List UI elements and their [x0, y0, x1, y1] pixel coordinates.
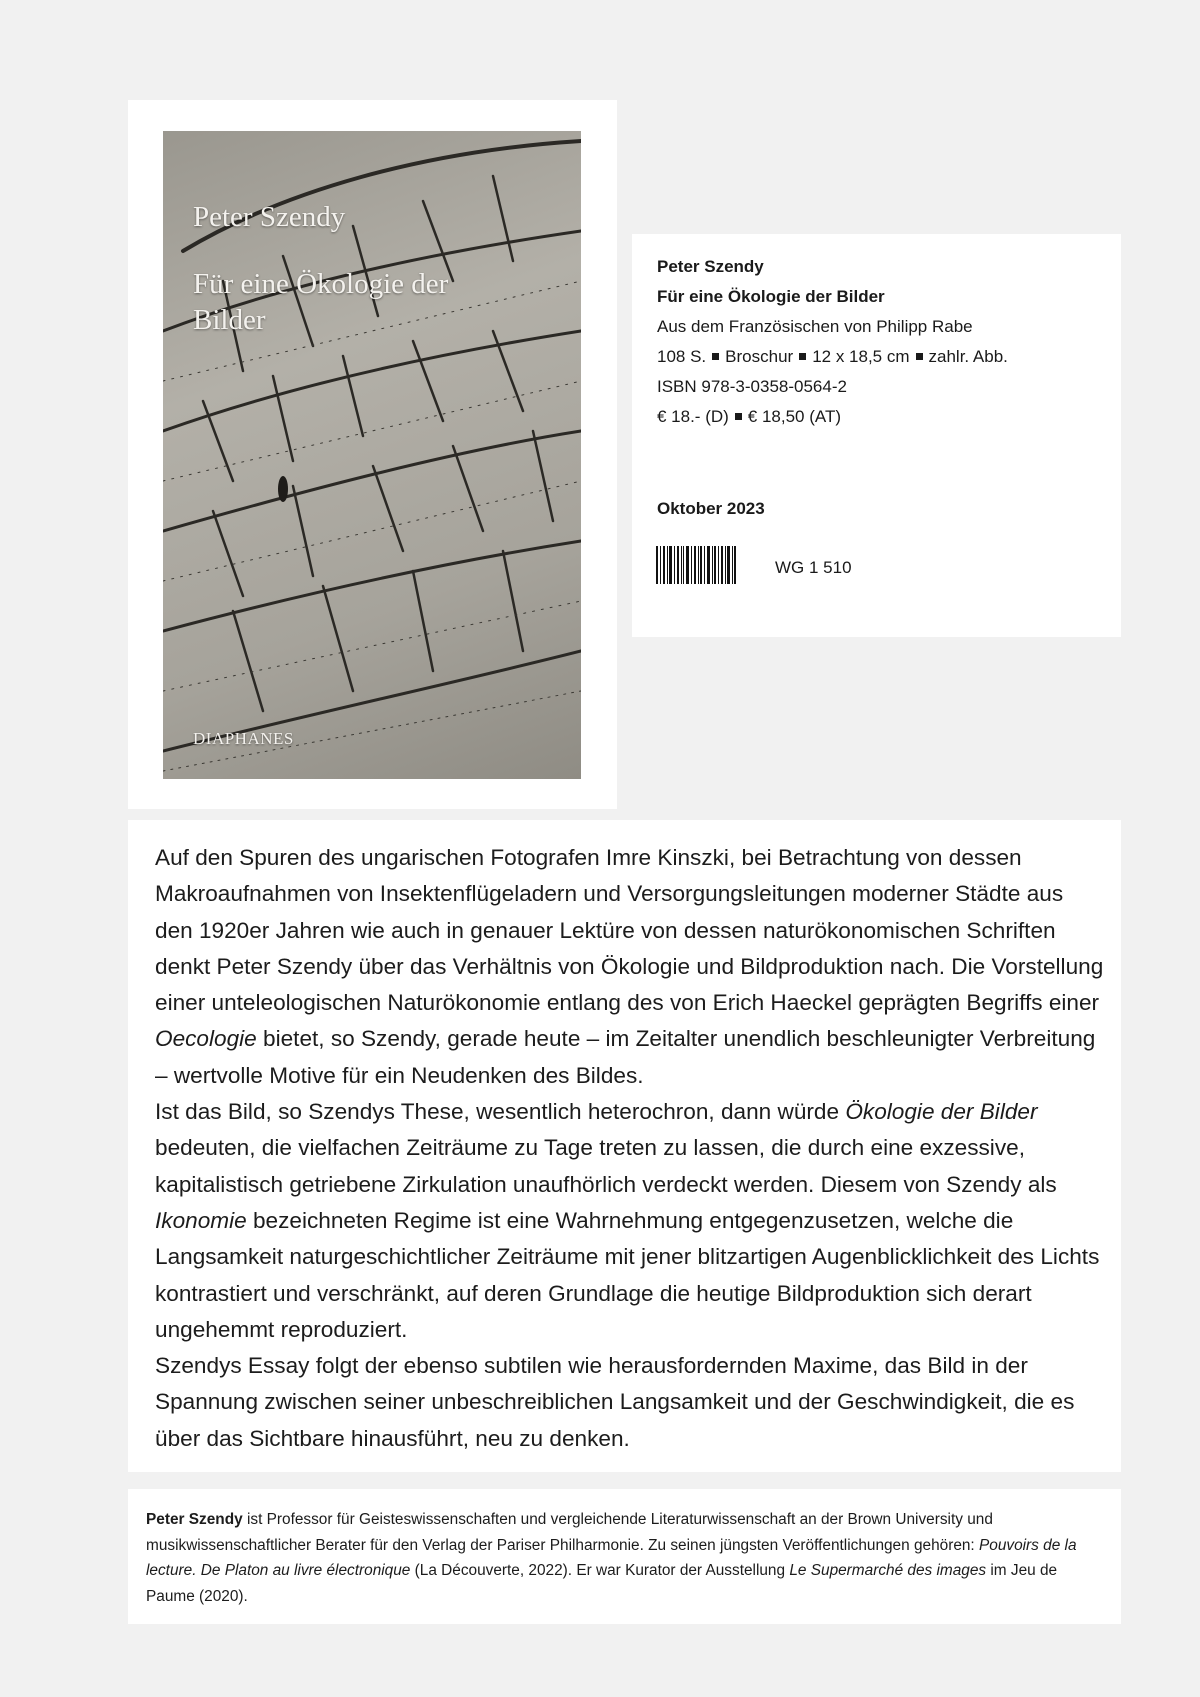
description-text — [155, 840, 1105, 1457]
description-panel — [128, 820, 1121, 1472]
text-run: im Jeu de Paume (2020). — [146, 1562, 1058, 1605]
info-prices — [657, 406, 841, 428]
text-run: bezeichneten Regime ist eine Wahrnehmung entgegenzusetzen, welche die Langsamkeit naturgeschichtlicher Zeiträume mit jener blitzartigen Augenblicklichkeit des Lichts kontrastiert und verschränkt, auf deren Grundlage die heutige Bildproduktion sich derart ungehemmt reproduziert. — [155, 1207, 1100, 1342]
book-cover-image — [163, 131, 581, 779]
bio-exhibition-title: Le Supermarché des images — [789, 1562, 987, 1579]
info-title: Für eine Ökologie der Bilder — [657, 287, 885, 306]
square-bullet-icon — [799, 353, 806, 360]
text-run: (La Découverte, 2022). Er war Kurator der Ausstellung — [410, 1562, 790, 1579]
info-isbn: ISBN 978-3-0358-0564-2 — [657, 377, 847, 396]
square-bullet-icon — [916, 353, 923, 360]
emphasis: Ökologie der Bilder — [845, 1099, 1038, 1125]
info-wg-code: WG 1 510 — [775, 558, 852, 577]
info-images: zahlr. Abb. — [928, 347, 1008, 366]
bio-book-title: Pouvoirs de la lecture. De Platon au livre électronique — [146, 1536, 1077, 1579]
text-run: Ist das Bild, so Szendys These, wesentlich heterochron, dann würde — [155, 1099, 846, 1125]
square-bullet-icon — [735, 413, 742, 420]
text-run: bedeuten, die vielfachen Zeiträume zu Tage treten zu lassen, die durch eine exzessive, kapitalistisch getriebene Zirkulation unaufhörlich verdeckt werden. Diesem von Szendy als — [155, 1135, 1057, 1197]
info-translation: Aus dem Französischen von Philipp Rabe — [657, 317, 973, 336]
barcode-icon — [656, 546, 736, 584]
description-paragraph — [155, 1094, 1105, 1348]
square-bullet-icon — [712, 353, 719, 360]
cover-publisher: DIAPHANES — [193, 729, 294, 748]
price-austria: € 18,50 (AT) — [747, 407, 842, 426]
info-release-date: Oktober 2023 — [657, 499, 765, 518]
description-paragraph: Szendys Essay folgt der ebenso subtilen wie herausfordernden Maxime, das Bild in der Spannung zwischen seiner unbeschreiblichen Langsamkeit und der Geschwindigkeit, die es über das Sichtbare hinausführt, neu zu denken. — [155, 1353, 1075, 1451]
text-run: Auf den Spuren des ungarischen Fotografen Imre Kinszki, bei Betrachtung von dessen Makroaufnahmen von Insektenflügeladern und Versorgungsleitungen moderner Städte aus den 1920er Jahren wie auch in genauer Lektüre von dessen naturökonomischen Schriften denkt Peter Szendy über das Verhältnis von Ökologie und Bildproduktion nach. Die Vorstellung einer unteleologischen Naturökonomie entlang des von Erich Haeckel geprägten Begriffs einer — [155, 845, 1104, 1016]
text-run: bietet, so Szendy, gerade heute – im Zeitalter unendlich beschleunigter Verbreitung – wertvolle Motive für ein Neudenken des Bildes. — [155, 1026, 1096, 1088]
cover-title: Für eine Ökologie der Bilder — [193, 268, 449, 336]
author-bio — [146, 1507, 1106, 1609]
info-pages: 108 S. — [657, 347, 707, 366]
description-paragraph — [155, 840, 1105, 1094]
author-bio-panel — [128, 1489, 1121, 1624]
book-info-panel — [632, 234, 1121, 637]
text-run: ist Professor für Geisteswissenschaften und vergleichende Literaturwissenschaft an der Brown University und musikwissenschaftlicher Berater für den Verlag der Pariser Philharmonie. Zu seinen jüngsten Veröffentlichungen gehören: — [146, 1511, 993, 1554]
cover-panel — [128, 100, 617, 809]
info-details — [657, 346, 1008, 368]
emphasis: Ikonomie — [155, 1207, 247, 1233]
info-binding: Broschur — [725, 347, 794, 366]
cover-author: Peter Szendy — [193, 201, 346, 233]
price-germany: € 18.- (D) — [657, 407, 729, 426]
bio-author-name: Peter Szendy — [146, 1511, 243, 1528]
info-author: Peter Szendy — [657, 257, 764, 276]
info-format: 12 x 18,5 cm — [812, 347, 910, 366]
emphasis: Oecologie — [155, 1026, 257, 1052]
